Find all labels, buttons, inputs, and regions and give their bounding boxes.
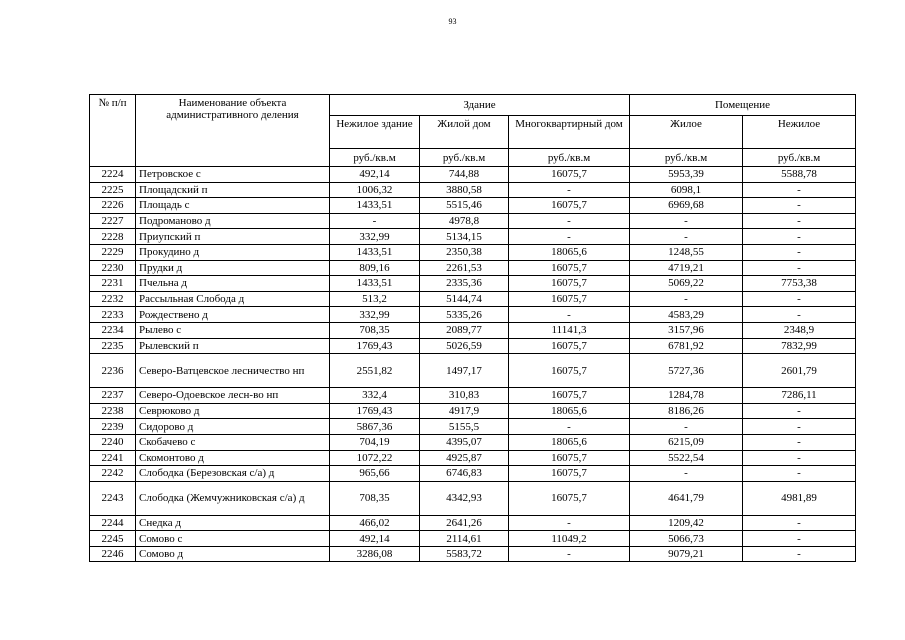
value-cell: 1284,78 xyxy=(630,388,743,404)
table-row xyxy=(90,307,856,323)
object-name: Севрюково д xyxy=(136,403,330,419)
value-cell: - xyxy=(743,260,856,276)
value-cell: 492,14 xyxy=(330,531,420,547)
object-name: Площадь с xyxy=(136,198,330,214)
object-name: Слободка (Жемчужниковская с/а) д xyxy=(136,481,330,515)
table-row xyxy=(90,403,856,419)
object-name: Сомово д xyxy=(136,546,330,562)
row-number: 2243 xyxy=(90,481,136,515)
value-cell: 7753,38 xyxy=(743,276,856,292)
value-cell: 466,02 xyxy=(330,515,420,531)
row-number: 2231 xyxy=(90,276,136,292)
value-cell: 5026,59 xyxy=(420,338,509,354)
value-cell: 16075,7 xyxy=(509,466,630,482)
value-cell: - xyxy=(743,403,856,419)
value-cell: 5588,78 xyxy=(743,167,856,183)
value-cell: 4719,21 xyxy=(630,260,743,276)
table-row xyxy=(90,213,856,229)
value-cell: 11049,2 xyxy=(509,531,630,547)
object-name: Петровское с xyxy=(136,167,330,183)
row-number: 2234 xyxy=(90,322,136,338)
value-cell: 708,35 xyxy=(330,322,420,338)
table-row xyxy=(90,546,856,562)
table-row xyxy=(90,198,856,214)
value-cell: 3157,96 xyxy=(630,322,743,338)
row-number: 2245 xyxy=(90,531,136,547)
value-cell: 4641,79 xyxy=(630,481,743,515)
row-number: 2238 xyxy=(90,403,136,419)
row-number: 2229 xyxy=(90,244,136,260)
value-cell: - xyxy=(743,213,856,229)
value-cell: 5066,73 xyxy=(630,531,743,547)
row-number: 2236 xyxy=(90,354,136,388)
value-cell: - xyxy=(509,213,630,229)
row-number: 2233 xyxy=(90,307,136,323)
value-cell: 7832,99 xyxy=(743,338,856,354)
unit-cell: руб./кв.м xyxy=(509,149,630,167)
value-cell: 16075,7 xyxy=(509,276,630,292)
table-row xyxy=(90,338,856,354)
object-name: Сидорово д xyxy=(136,419,330,435)
row-number: 2228 xyxy=(90,229,136,245)
page-number: 93 xyxy=(448,17,457,26)
value-cell: - xyxy=(743,515,856,531)
value-cell: - xyxy=(743,244,856,260)
value-cell: - xyxy=(630,229,743,245)
value-cell: 5867,36 xyxy=(330,419,420,435)
value-cell: 1248,55 xyxy=(630,244,743,260)
subheader-cell: Жилой дом xyxy=(420,116,509,149)
value-cell: - xyxy=(630,466,743,482)
unit-cell: руб./кв.м xyxy=(420,149,509,167)
table-row xyxy=(90,167,856,183)
value-cell: 5144,74 xyxy=(420,291,509,307)
value-cell: 332,4 xyxy=(330,388,420,404)
value-cell: - xyxy=(630,419,743,435)
table-body xyxy=(90,167,856,562)
value-cell: 3880,58 xyxy=(420,182,509,198)
value-cell: 5515,46 xyxy=(420,198,509,214)
object-name: Рылево с xyxy=(136,322,330,338)
value-cell: 2261,53 xyxy=(420,260,509,276)
value-cell: 4917,9 xyxy=(420,403,509,419)
row-number: 2242 xyxy=(90,466,136,482)
row-number: 2226 xyxy=(90,198,136,214)
table-row xyxy=(90,481,856,515)
object-name: Прудки д xyxy=(136,260,330,276)
value-cell: 744,88 xyxy=(420,167,509,183)
object-name: Северо-Одоевское лесн-во нп xyxy=(136,388,330,404)
header-row xyxy=(90,95,856,116)
row-number: 2237 xyxy=(90,388,136,404)
value-cell: 16075,7 xyxy=(509,291,630,307)
row-number: 2224 xyxy=(90,167,136,183)
value-cell: 513,2 xyxy=(330,291,420,307)
value-cell: 16075,7 xyxy=(509,260,630,276)
value-cell: 6781,92 xyxy=(630,338,743,354)
object-name: Рождествено д xyxy=(136,307,330,323)
value-cell: 2641,26 xyxy=(420,515,509,531)
value-cell: 4395,07 xyxy=(420,434,509,450)
value-cell: - xyxy=(509,182,630,198)
value-cell: 492,14 xyxy=(330,167,420,183)
object-name: Сомово с xyxy=(136,531,330,547)
header-premises: Помещение xyxy=(630,95,856,116)
value-cell: 2348,9 xyxy=(743,322,856,338)
value-cell: - xyxy=(743,229,856,245)
table-row xyxy=(90,260,856,276)
header-num: № п/п xyxy=(90,95,136,167)
value-cell: 16075,7 xyxy=(509,481,630,515)
row-number: 2239 xyxy=(90,419,136,435)
subheader-cell: Многоквартирный дом xyxy=(509,116,630,149)
value-cell: 18065,6 xyxy=(509,434,630,450)
subheader-cell: Нежилое xyxy=(743,116,856,149)
value-cell: 4583,29 xyxy=(630,307,743,323)
value-cell: 4925,87 xyxy=(420,450,509,466)
table-row xyxy=(90,466,856,482)
row-number: 2225 xyxy=(90,182,136,198)
object-name: Приупский п xyxy=(136,229,330,245)
value-cell: 5583,72 xyxy=(420,546,509,562)
value-cell: 6215,09 xyxy=(630,434,743,450)
value-cell: - xyxy=(330,213,420,229)
value-cell: - xyxy=(743,419,856,435)
value-cell: - xyxy=(509,307,630,323)
value-cell: 310,83 xyxy=(420,388,509,404)
table-row xyxy=(90,276,856,292)
table-row xyxy=(90,291,856,307)
value-cell: - xyxy=(743,531,856,547)
value-cell: 16075,7 xyxy=(509,354,630,388)
table-row xyxy=(90,354,856,388)
table-row xyxy=(90,229,856,245)
value-cell: 1072,22 xyxy=(330,450,420,466)
object-name: Рылевский п xyxy=(136,338,330,354)
subheader-cell: Жилое xyxy=(630,116,743,149)
value-cell: 1497,17 xyxy=(420,354,509,388)
object-name: Прокудино д xyxy=(136,244,330,260)
object-name: Северо-Ватцевское лесничество нп xyxy=(136,354,330,388)
value-cell: 3286,08 xyxy=(330,546,420,562)
value-cell: - xyxy=(743,434,856,450)
value-cell: 11141,3 xyxy=(509,322,630,338)
value-cell: 6969,68 xyxy=(630,198,743,214)
table-row xyxy=(90,244,856,260)
object-name: Снедка д xyxy=(136,515,330,531)
row-number: 2246 xyxy=(90,546,136,562)
value-cell: 2350,38 xyxy=(420,244,509,260)
subheader-cell: Нежилое здание xyxy=(330,116,420,149)
value-cell: 1433,51 xyxy=(330,276,420,292)
table-row xyxy=(90,388,856,404)
table-row xyxy=(90,322,856,338)
object-name: Подроманово д xyxy=(136,213,330,229)
table-row xyxy=(90,450,856,466)
object-name: Слободка (Березовская с/а) д xyxy=(136,466,330,482)
value-cell: 4978,8 xyxy=(420,213,509,229)
value-cell: 16075,7 xyxy=(509,388,630,404)
header-name: Наименование объекта административного деления xyxy=(136,95,330,167)
row-number: 2244 xyxy=(90,515,136,531)
value-cell: 2114,61 xyxy=(420,531,509,547)
value-cell: 1433,51 xyxy=(330,244,420,260)
value-cell: 16075,7 xyxy=(509,198,630,214)
row-number: 2240 xyxy=(90,434,136,450)
value-cell: 5155,5 xyxy=(420,419,509,435)
value-cell: 4342,93 xyxy=(420,481,509,515)
table-row xyxy=(90,515,856,531)
table-row xyxy=(90,182,856,198)
unit-cell: руб./кв.м xyxy=(743,149,856,167)
value-cell: 704,19 xyxy=(330,434,420,450)
value-cell: 16075,7 xyxy=(509,338,630,354)
value-cell: 5727,36 xyxy=(630,354,743,388)
object-name: Рассыльная Слобода д xyxy=(136,291,330,307)
value-cell: 809,16 xyxy=(330,260,420,276)
object-name: Площадский п xyxy=(136,182,330,198)
value-cell: 4981,89 xyxy=(743,481,856,515)
value-cell: 1209,42 xyxy=(630,515,743,531)
object-name: Скобачево с xyxy=(136,434,330,450)
value-cell: 7286,11 xyxy=(743,388,856,404)
value-cell: - xyxy=(743,182,856,198)
value-cell: 5069,22 xyxy=(630,276,743,292)
value-cell: 9079,21 xyxy=(630,546,743,562)
table-row xyxy=(90,531,856,547)
value-cell: 8186,26 xyxy=(630,403,743,419)
value-cell: - xyxy=(630,291,743,307)
value-cell: 5134,15 xyxy=(420,229,509,245)
value-cell: 16075,7 xyxy=(509,167,630,183)
value-cell: 965,66 xyxy=(330,466,420,482)
valuation-table xyxy=(89,94,856,562)
row-number: 2235 xyxy=(90,338,136,354)
unit-cell: руб./кв.м xyxy=(630,149,743,167)
value-cell: - xyxy=(743,466,856,482)
value-cell: - xyxy=(743,307,856,323)
table-row xyxy=(90,434,856,450)
row-number: 2232 xyxy=(90,291,136,307)
value-cell: 5335,26 xyxy=(420,307,509,323)
value-cell: 18065,6 xyxy=(509,403,630,419)
value-cell: - xyxy=(509,515,630,531)
value-cell: 2335,36 xyxy=(420,276,509,292)
value-cell: 6746,83 xyxy=(420,466,509,482)
value-cell: - xyxy=(743,450,856,466)
value-cell: 708,35 xyxy=(330,481,420,515)
value-cell: 2601,79 xyxy=(743,354,856,388)
table-row xyxy=(90,419,856,435)
value-cell: 2551,82 xyxy=(330,354,420,388)
value-cell: - xyxy=(509,546,630,562)
value-cell: - xyxy=(743,291,856,307)
value-cell: - xyxy=(509,229,630,245)
value-cell: - xyxy=(743,198,856,214)
object-name: Пчельна д xyxy=(136,276,330,292)
row-number: 2230 xyxy=(90,260,136,276)
unit-cell: руб./кв.м xyxy=(330,149,420,167)
value-cell: 5522,54 xyxy=(630,450,743,466)
value-cell: 6098,1 xyxy=(630,182,743,198)
value-cell: 1769,43 xyxy=(330,403,420,419)
value-cell: 16075,7 xyxy=(509,450,630,466)
row-number: 2241 xyxy=(90,450,136,466)
value-cell: - xyxy=(743,546,856,562)
value-cell: - xyxy=(630,213,743,229)
value-cell: 1433,51 xyxy=(330,198,420,214)
row-number: 2227 xyxy=(90,213,136,229)
value-cell: 5953,39 xyxy=(630,167,743,183)
value-cell: 2089,77 xyxy=(420,322,509,338)
value-cell: 18065,6 xyxy=(509,244,630,260)
header-building: Здание xyxy=(330,95,630,116)
object-name: Скомонтово д xyxy=(136,450,330,466)
value-cell: 1006,32 xyxy=(330,182,420,198)
value-cell: 332,99 xyxy=(330,307,420,323)
value-cell: - xyxy=(509,419,630,435)
value-cell: 1769,43 xyxy=(330,338,420,354)
value-cell: 332,99 xyxy=(330,229,420,245)
